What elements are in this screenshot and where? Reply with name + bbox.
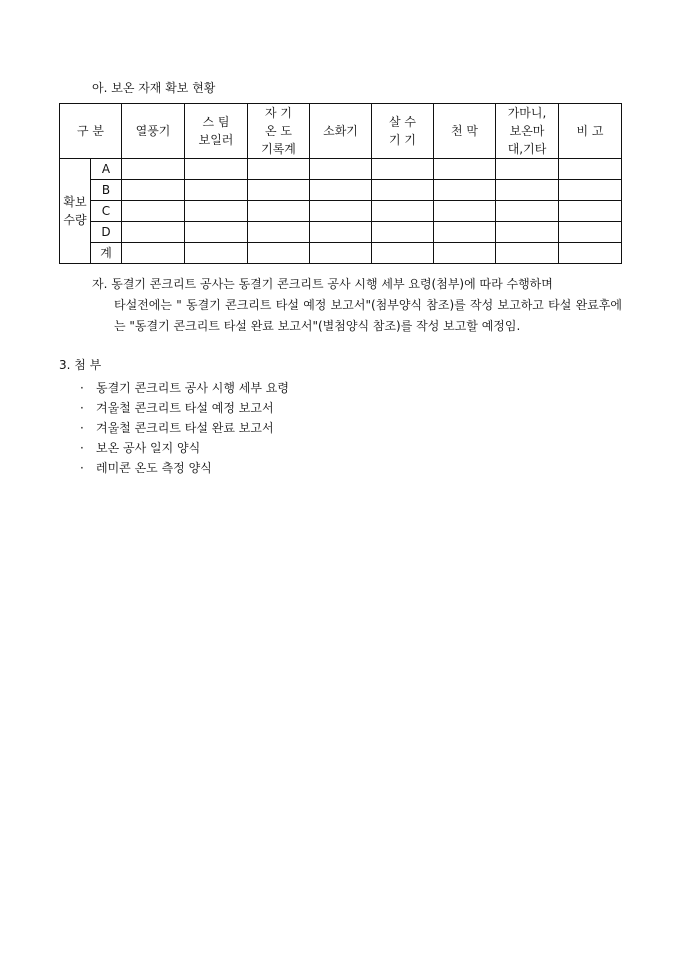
row-label: D [91, 222, 122, 243]
header-canvas: 천 막 [434, 104, 496, 159]
list-item: · 겨울철 콘크리트 타설 완료 보고서 [80, 418, 289, 438]
table-header-row [60, 104, 622, 159]
paragraph-winter-concrete-work [92, 274, 622, 337]
header-temperature-recorder: 자 기 온 도 기록계 [248, 104, 310, 159]
header-straw-mat-etc: 가마니, 보온마 대,기타 [496, 104, 559, 159]
table-row [60, 180, 622, 201]
section-title-attachments: 3. 첨 부 [59, 358, 102, 372]
list-item: · 겨울철 콘크리트 타설 예정 보고서 [80, 398, 289, 418]
row-label: B [91, 180, 122, 201]
list-item: · 보온 공사 일지 양식 [80, 438, 289, 458]
section-heading-insulation-status: 아. 보온 자재 확보 현황 [92, 81, 216, 95]
table-row [60, 201, 622, 222]
table-row [60, 222, 622, 243]
header-remarks: 비 고 [559, 104, 622, 159]
paragraph-continuation: 타설전에는 " 동결기 콘크리트 타설 예정 보고서"(첨부양식 참조)를 작성 보고하고 타설 완료후에는 "동결기 콘크리트 타설 완료 보고서"(별첨양식 참조)를 작성 보고할 예정임. [114, 298, 622, 333]
bullet-icon: · [80, 401, 84, 415]
table-row-total [60, 243, 622, 264]
bullet-icon: · [80, 461, 84, 475]
table-row [60, 159, 622, 180]
header-fire-extinguisher: 소화기 [310, 104, 372, 159]
header-sprinkler: 살 수 기 기 [372, 104, 434, 159]
list-item: · 레미콘 온도 측정 양식 [80, 458, 289, 478]
row-group-secured-quantity: 확보 수량 [60, 159, 91, 264]
paragraph-first-line: 자. 동결기 콘크리트 공사는 동결기 콘크리트 공사 시행 세부 요령(첨부)에 따라 수행하며 [92, 277, 553, 291]
attachment-list [80, 378, 289, 478]
insulation-materials-table [59, 103, 622, 264]
bullet-icon: · [80, 381, 84, 395]
row-label: C [91, 201, 122, 222]
list-item: · 동결기 콘크리트 공사 시행 세부 요령 [80, 378, 289, 398]
row-label: A [91, 159, 122, 180]
bullet-icon: · [80, 421, 84, 435]
bullet-icon: · [80, 441, 84, 455]
header-steam-boiler: 스 팀 보일러 [185, 104, 248, 159]
header-hot-air-blower: 열풍기 [122, 104, 185, 159]
header-category: 구 분 [60, 104, 122, 159]
row-label: 계 [91, 243, 122, 264]
